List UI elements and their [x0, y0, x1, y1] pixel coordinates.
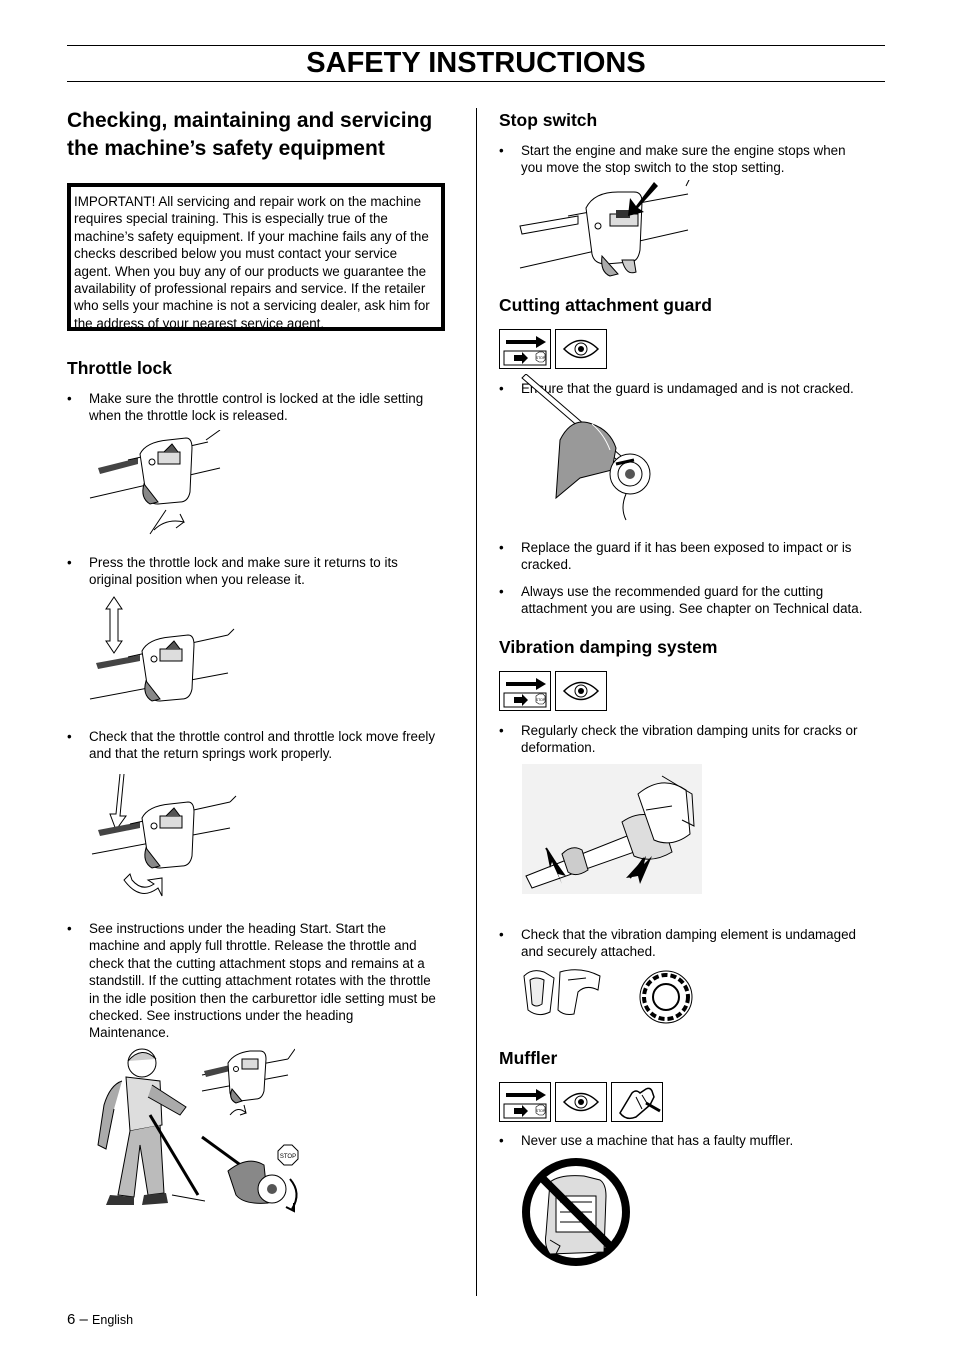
- damping-ring-illustration: [638, 968, 694, 1026]
- stop-icon-label: STOP: [535, 356, 546, 360]
- bullet-line: standstill. If the cutting attachment rotates with the throttle: [89, 973, 431, 989]
- stop-sign-label: STOP: [279, 1154, 297, 1160]
- cutting-guard-illustration: [520, 374, 670, 522]
- important-notice: [67, 183, 445, 331]
- arrow-stop-icon: [499, 1082, 551, 1122]
- damping-element-illustration: [520, 966, 610, 1024]
- vibration-icon-row: [499, 671, 607, 711]
- page-number: 6 –: [67, 1311, 88, 1328]
- section-heading-line1: Checking, maintaining and servicing: [67, 109, 433, 132]
- bullet-line: See instructions under the heading Start. Start the: [89, 921, 387, 936]
- eye-icon: [555, 329, 607, 369]
- bullet-line: Check that the vibration damping element is undamaged: [521, 927, 856, 942]
- throttle-lock-heading: Throttle lock: [67, 358, 173, 378]
- notice-line: checks described below you must contact your service: [74, 246, 398, 262]
- bullet-line: Start the engine and make sure the engine stops when: [521, 143, 846, 158]
- bullet-line: Never use a machine that has a faulty muffler.: [521, 1133, 794, 1148]
- notice-line: requires special training. This is especially true of the: [74, 211, 388, 227]
- throttle-lock-illustration-3: [90, 770, 240, 905]
- bullet-dot: •: [499, 1133, 504, 1148]
- bullet-line: in the idle position then the carburettor idle setting must be: [89, 990, 436, 1006]
- muffler-icon-row: [499, 1082, 663, 1122]
- arrow-stop-icon: [499, 671, 551, 711]
- bullet-line: you move the stop switch to the stop setting.: [521, 160, 785, 176]
- notice-line: IMPORTANT! All servicing and repair work on the machine: [74, 194, 422, 209]
- section-heading-line2: the machine’s safety equipment: [67, 137, 385, 160]
- notice-line: agent. When you buy any of our products we guarantee the: [74, 263, 427, 279]
- bullet-line: cracked.: [521, 557, 572, 573]
- bullet-dot: •: [499, 584, 504, 599]
- operator-illustration: [90, 1045, 205, 1210]
- bullet-dot: •: [499, 381, 504, 396]
- bullet-dot: •: [499, 927, 504, 942]
- bullet-dot: •: [499, 143, 504, 158]
- stop-switch-illustration: [518, 180, 698, 280]
- eye-icon: [555, 671, 607, 711]
- bullet-dot: •: [67, 391, 72, 406]
- cutting-guard-heading: Cutting attachment guard: [499, 295, 712, 315]
- page-title: SAFETY INSTRUCTIONS: [306, 47, 646, 79]
- bullet-dot: •: [67, 555, 72, 570]
- bullet-line: Ensure that the guard is undamaged and is not cracked.: [521, 381, 854, 396]
- notice-line: machine’s safety equipment. If your machine fails any of the: [74, 228, 429, 244]
- bullet-line: Check that the throttle control and throttle lock move freely: [89, 729, 436, 744]
- bullet-line: Replace the guard if it has been exposed to impact or is: [521, 540, 852, 555]
- bullet-line: Press the throttle lock and make sure it returns to its: [89, 555, 398, 570]
- bullet-line: and that the return springs work properly.: [89, 746, 333, 762]
- vibration-damping-illustration: [522, 764, 702, 894]
- faulty-muffler-prohibited-illustration: [520, 1156, 632, 1268]
- bullet-line: machine and apply full throttle. Release the throttle and: [89, 938, 417, 954]
- notice-line: the address of your nearest service agent.: [74, 315, 325, 331]
- footer-language: English: [92, 1313, 134, 1327]
- vibration-damping-heading: Vibration damping system: [499, 637, 718, 657]
- throttle-lock-illustration-2: [88, 595, 238, 710]
- bullet-dot: •: [499, 723, 504, 738]
- bullet-line: and securely attached.: [521, 944, 656, 960]
- section-heading: [67, 107, 459, 163]
- bullet-dot: •: [67, 921, 72, 936]
- stop-icon-label: STOP: [535, 1109, 546, 1113]
- throttle-release-illustration: [200, 1045, 295, 1130]
- notice-line: availability of professional repairs and service. If the retailer: [74, 281, 426, 297]
- column-divider: [476, 108, 477, 1296]
- throttle-lock-illustration-1: [88, 430, 228, 540]
- bullet-line: attachment you are using. See chapter on Technical data.: [521, 601, 863, 617]
- guard-icon-row: [499, 329, 607, 369]
- notice-line: who sells your machine is not a servicing dealer, ask him for: [74, 298, 430, 314]
- bullet-line: Maintenance.: [89, 1025, 170, 1041]
- page-footer: [67, 1311, 133, 1328]
- bullet-line: Always use the recommended guard for the cutting: [521, 584, 824, 599]
- eye-icon: [555, 1082, 607, 1122]
- bullet-line: deformation.: [521, 740, 596, 756]
- arrow-stop-icon: [499, 329, 551, 369]
- bullet-line: Regularly check the vibration damping units for cracks or: [521, 723, 858, 738]
- title-rule: [67, 81, 885, 82]
- bullet-line: when the throttle lock is released.: [89, 408, 288, 424]
- stop-switch-heading: Stop switch: [499, 110, 598, 130]
- bullet-line: check that the cutting attachment stops and remains at a: [89, 955, 425, 971]
- muffler-heading: Muffler: [499, 1048, 558, 1068]
- bullet-dot: •: [67, 729, 72, 744]
- glove-icon: [611, 1082, 663, 1122]
- bullet-line: Make sure the throttle control is locked at the idle setting: [89, 391, 424, 406]
- trimmer-head-stop-illustration: [198, 1135, 308, 1215]
- bullet-line: checked. See instructions under the heading: [89, 1008, 354, 1024]
- bullet-line: original position when you release it.: [89, 572, 305, 588]
- stop-icon-label: STOP: [535, 698, 546, 702]
- bullet-dot: •: [499, 540, 504, 555]
